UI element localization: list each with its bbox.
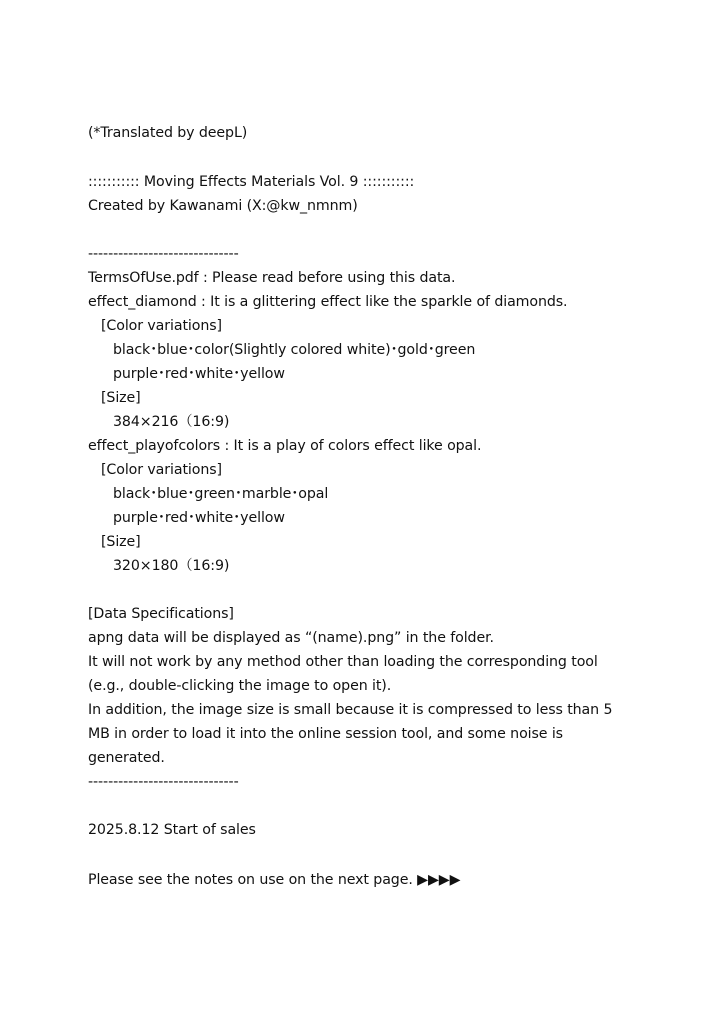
diamond-colors-2: purple･red･white･yellow — [113, 366, 285, 382]
diamond-colors-1: black･blue･color(Slightly colored white)･gold･green — [113, 342, 476, 358]
sales-date: 2025.8.12 Start of sales — [88, 822, 256, 838]
playofcolors-description: effect_playofcolors : It is a play of colors effect like opal. — [88, 438, 482, 454]
diamond-size-heading: [Size] — [101, 390, 141, 406]
divider-top: ------------------------------ — [88, 246, 239, 262]
playofcolors-colors-1: black･blue･green･marble･opal — [113, 486, 329, 502]
document-title: ::::::::::: Moving Effects Materials Vol. 9 ::::::::::: — [88, 174, 415, 190]
specs-line: It will not work by any method other than loading the corresponding tool — [88, 654, 598, 670]
playofcolors-colors-2: purple･red･white･yellow — [113, 510, 285, 526]
terms-line: TermsOfUse.pdf : Please read before using this data. — [88, 270, 456, 286]
playofcolors-size-heading: [Size] — [101, 534, 141, 550]
divider-bottom: ------------------------------ — [88, 774, 239, 790]
diamond-description: effect_diamond : It is a glittering effect like the sparkle of diamonds. — [88, 294, 568, 310]
specs-line: apng data will be displayed as “(name).png” in the folder. — [88, 630, 494, 646]
next-page-note: Please see the notes on use on the next page. ▶▶▶▶ — [88, 872, 461, 888]
specs-line: In addition, the image size is small because it is compressed to less than 5 — [88, 702, 613, 718]
translation-note: (*Translated by deepL) — [88, 125, 248, 141]
playofcolors-size: 320×180（16:9) — [113, 558, 230, 574]
specs-line: (e.g., double-clicking the image to open it). — [88, 678, 392, 694]
specs-heading: [Data Specifications] — [88, 606, 234, 622]
specs-line: MB in order to load it into the online session tool, and some noise is — [88, 726, 563, 742]
specs-line: generated. — [88, 750, 165, 766]
diamond-color-heading: [Color variations] — [101, 318, 222, 334]
playofcolors-color-heading: [Color variations] — [101, 462, 222, 478]
diamond-size: 384×216（16:9) — [113, 414, 230, 430]
author-credit: Created by Kawanami (X:@kw_nmnm) — [88, 198, 358, 214]
